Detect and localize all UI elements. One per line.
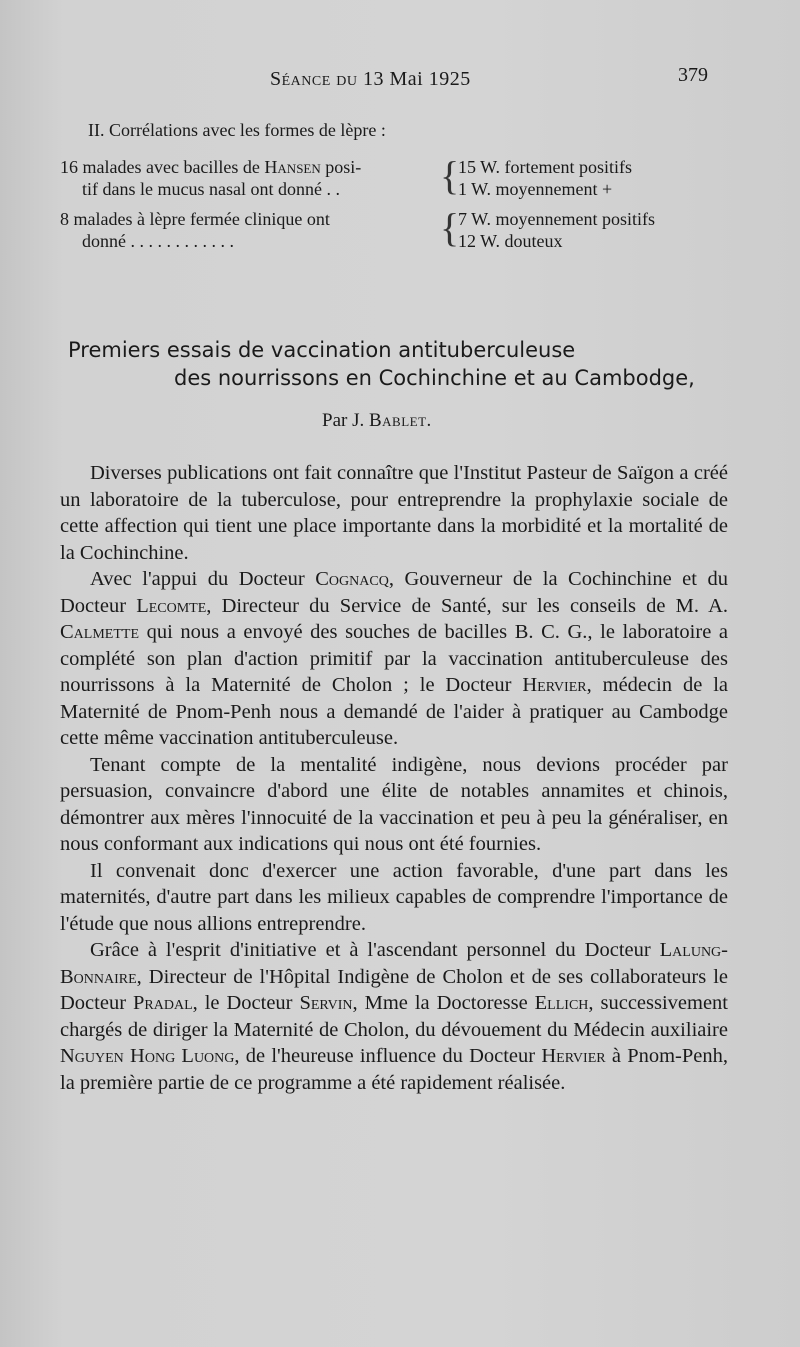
- paragraph: Grâce à l'esprit d'initiative et à l'ascendant personnel du Docteur Lalung-Bonnaire, Directeur de l'Hôpital Indigène de Cholon et de ses collaborateurs le Docteur Pradal, le Docteur Servin, Mme la Doctoresse Ellich, successivement chargés de diriger la Maternité de Cholon, du dévouement du Médecin auxiliaire Nguyen Hong Luong, de l'heureuse influence du Docteur Hervier à Pnom-Penh, la première partie de ce programme a été rapidement réalisée.: [60, 939, 729, 1094]
- running-header: [270, 68, 471, 91]
- paragraph: Avec l'appui du Docteur Cognacq, Gouverneur de la Cochinchine et du Docteur Lecomte, Directeur du Service de Santé, sur les conseils de M. A. Calmette qui nous a envoyé des souches de bacilles B. C. G., le laboratoire a complété son plan d'action primitif par la vaccination antituberculeuse des nourrissons à la Maternité de Cholon ; le Docteur Hervier, médecin de la Maternité de Pnom-Penh nous a demandé de l'aider à pratiquer au Cambodge cette même vaccination antituberculeuse.: [60, 568, 728, 749]
- stats-left: 16 malades avec bacilles de Hansen posi- tif dans le mucus nasal ont donné . .: [60, 157, 362, 199]
- stats-right: 15 W. fortement positifs 1 W. moyennement +: [458, 157, 632, 199]
- paragraph: Tenant compte de la mentalité indigène, nous devions procéder par persuasion, convaincre d'abord une élite de notables annamites et chinois, démontrer aux mères l'innocuité de la vaccination et peu à peu la généraliser, en nous conformant aux indications qui nous ont été fournies.: [60, 753, 728, 855]
- stats-row-1: [60, 153, 700, 200]
- header-label: Séance du: [270, 68, 364, 90]
- brace-icon: {: [440, 153, 460, 198]
- paragraph: Il convenait donc d'exercer une action favorable, d'une part dans les maternités, d'autre part dans les milieux capables de comprendre l'importance de l'étude que nous allions entreprendre.: [60, 859, 728, 935]
- page-number: 379: [678, 64, 708, 86]
- author-line: Par J. Bablet.: [322, 410, 432, 431]
- header-date: 13 Mai 1925: [363, 68, 471, 90]
- brace-icon: {: [440, 205, 460, 250]
- paragraph: Diverses publications ont fait connaître que l'Institut Pasteur de Saïgon a créé un laboratoire de la tuberculose, pour entreprendre la prophylaxie sociale de cette affection qui tient une place importante dans la morbidité et la mortalité de la Cochinchine.: [60, 462, 728, 564]
- stats-row-2: [60, 205, 700, 252]
- article-body: [60, 460, 728, 1096]
- correlations-title: II. Corrélations avec les formes de lèpre :: [88, 120, 386, 140]
- article-title: Premiers essais de vaccination antituberculeuse des nourrissons en Cochinchine et au Cambodge,: [68, 338, 695, 390]
- stats-right: 7 W. moyennement positifs 12 W. douteux: [458, 209, 655, 251]
- stats-left: 8 malades à lèpre fermée clinique ont donné . . . . . . . . . . . .: [60, 209, 330, 251]
